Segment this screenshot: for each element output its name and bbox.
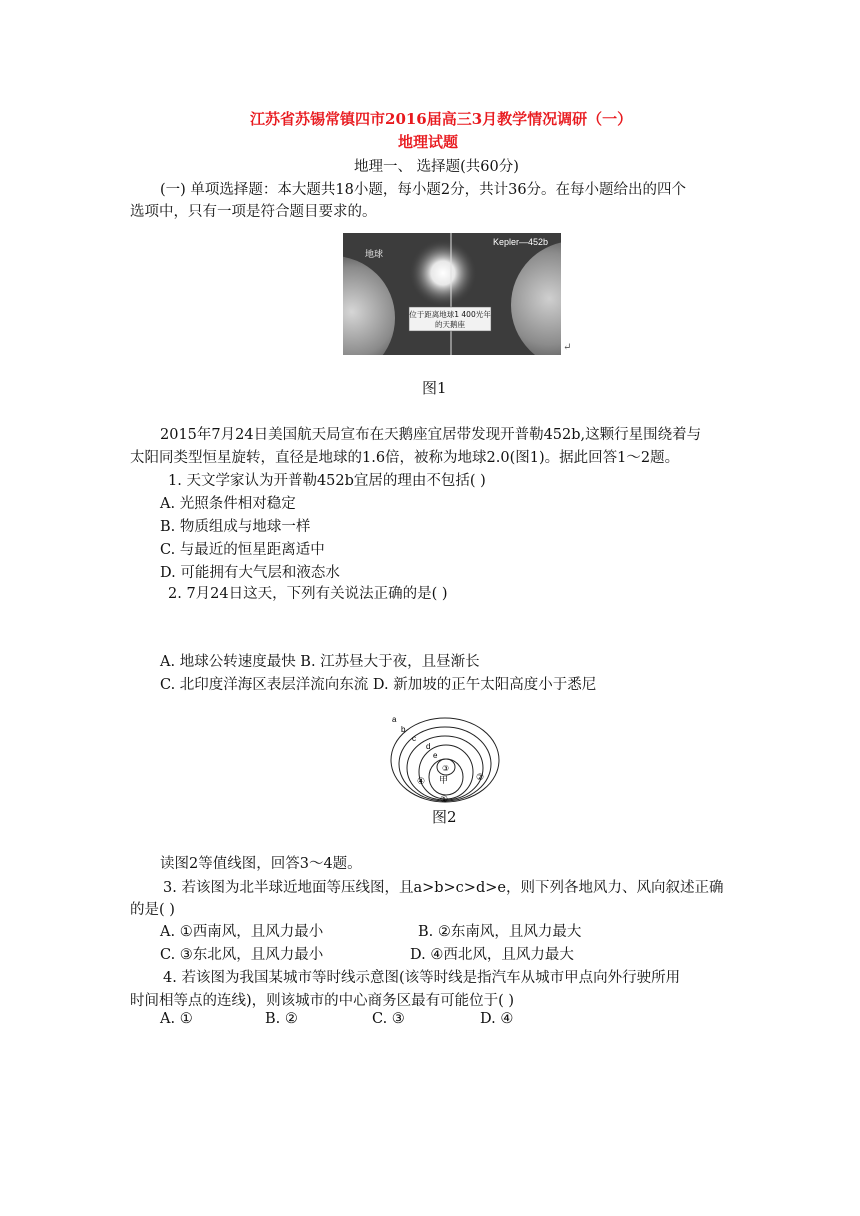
return-mark-icon: ↵ — [563, 342, 572, 353]
figure2-diagram — [388, 712, 508, 804]
label-e: e — [433, 751, 438, 760]
isoline-diagram — [388, 712, 508, 804]
section-intro-line1: (一) 单项选择题：本大题共18小题，每小题2分，共计36分。在每小题给出的四个 — [160, 182, 687, 198]
figure1-image — [343, 233, 561, 355]
q2-options-ab: A. 地球公转速度最快 B. 江苏昼大于夜，且昼渐长 — [160, 654, 480, 670]
q3-option-c: C. ③东北风，且风力最小 — [160, 947, 324, 963]
q3-option-a: A. ①西南风，且风力最小 — [160, 924, 324, 940]
marker-1: ① — [440, 795, 449, 804]
marker-4: ④ — [417, 777, 426, 787]
label-kepler: Kepler—452b — [493, 237, 549, 247]
label-a: a — [392, 715, 397, 724]
q3-stem-line1: 3. 若该图为北半球近地面等压线图，且a>b>c>d>e，则下列各地风力、风向叙述正确 — [163, 880, 724, 896]
marker-2: ② — [476, 773, 485, 783]
q3-stem-line2: 的是( ) — [130, 902, 175, 918]
q1-option-d: D. 可能拥有大气层和液态水 — [160, 565, 340, 581]
section-heading: 地理一、 选择题(共60分) — [354, 159, 519, 175]
isoline-a — [391, 718, 499, 802]
q2-options-cd: C. 北印度洋海区表层洋流向东流 D. 新加坡的正午太阳高度小于悉尼 — [160, 677, 597, 693]
marker-3: ③ — [442, 764, 450, 773]
label-earth: 地球 — [365, 249, 384, 259]
passage1-line1: 2015年7月24日美国航天局宣布在天鹅座宜居带发现开普勒452b,这颗行星围绕着与 — [160, 427, 702, 443]
label-d: d — [426, 742, 431, 751]
q3-option-b: B. ②东南风，且风力最大 — [418, 924, 582, 940]
caption-box-line2: 的天鹅座 — [435, 320, 465, 329]
q3-option-d: D. ④西北风，且风力最大 — [410, 947, 574, 963]
q4-option-a: A. ① — [160, 1011, 193, 1027]
label-b: b — [401, 725, 406, 734]
q1-stem: 1. 天文学家认为开普勒452b宜居的理由不包括( ) — [168, 473, 486, 489]
label-c: c — [412, 734, 416, 743]
q1-option-b: B. 物质组成与地球一样 — [160, 519, 311, 535]
q4-stem-line1: 4. 若该图为我国某城市等时线示意图(该等时线是指汽车从城市甲点向外行驶所用 — [163, 970, 681, 986]
passage2-line1: 读图2等值线图，回答3～4题。 — [160, 856, 362, 872]
figure1-illustration — [343, 233, 561, 355]
sun-glow — [409, 239, 477, 307]
center-jia: 甲 — [439, 776, 449, 786]
exam-title: 江苏省苏锡常镇四市2016届高三3月教学情况调研（一） — [250, 110, 633, 128]
caption-box-line1: 位于距离地球1 400光年 — [409, 310, 491, 319]
q4-option-b: B. ② — [265, 1011, 298, 1027]
figure2-caption: 图2 — [432, 808, 457, 826]
exam-subject: 地理试题 — [398, 133, 459, 151]
section-intro-line2: 选项中，只有一项是符合题目要求的。 — [130, 204, 377, 220]
figure1-caption: 图1 — [422, 379, 447, 397]
passage1-line2: 太阳同类型恒星旋转，直径是地球的1.6倍，被称为地球2.0(图1)。据此回答1～2题。 — [130, 450, 680, 466]
q1-option-a: A. 光照条件相对稳定 — [160, 496, 296, 512]
q1-option-c: C. 与最近的恒星距离适中 — [160, 542, 325, 558]
q4-option-d: D. ④ — [480, 1011, 514, 1027]
q4-option-c: C. ③ — [372, 1011, 405, 1027]
q4-stem-line2: 时间相等点的连线)，则该城市的中心商务区最有可能位于( ) — [130, 993, 515, 1009]
q2-stem: 2. 7月24日这天，下列有关说法正确的是( ) — [168, 586, 448, 602]
